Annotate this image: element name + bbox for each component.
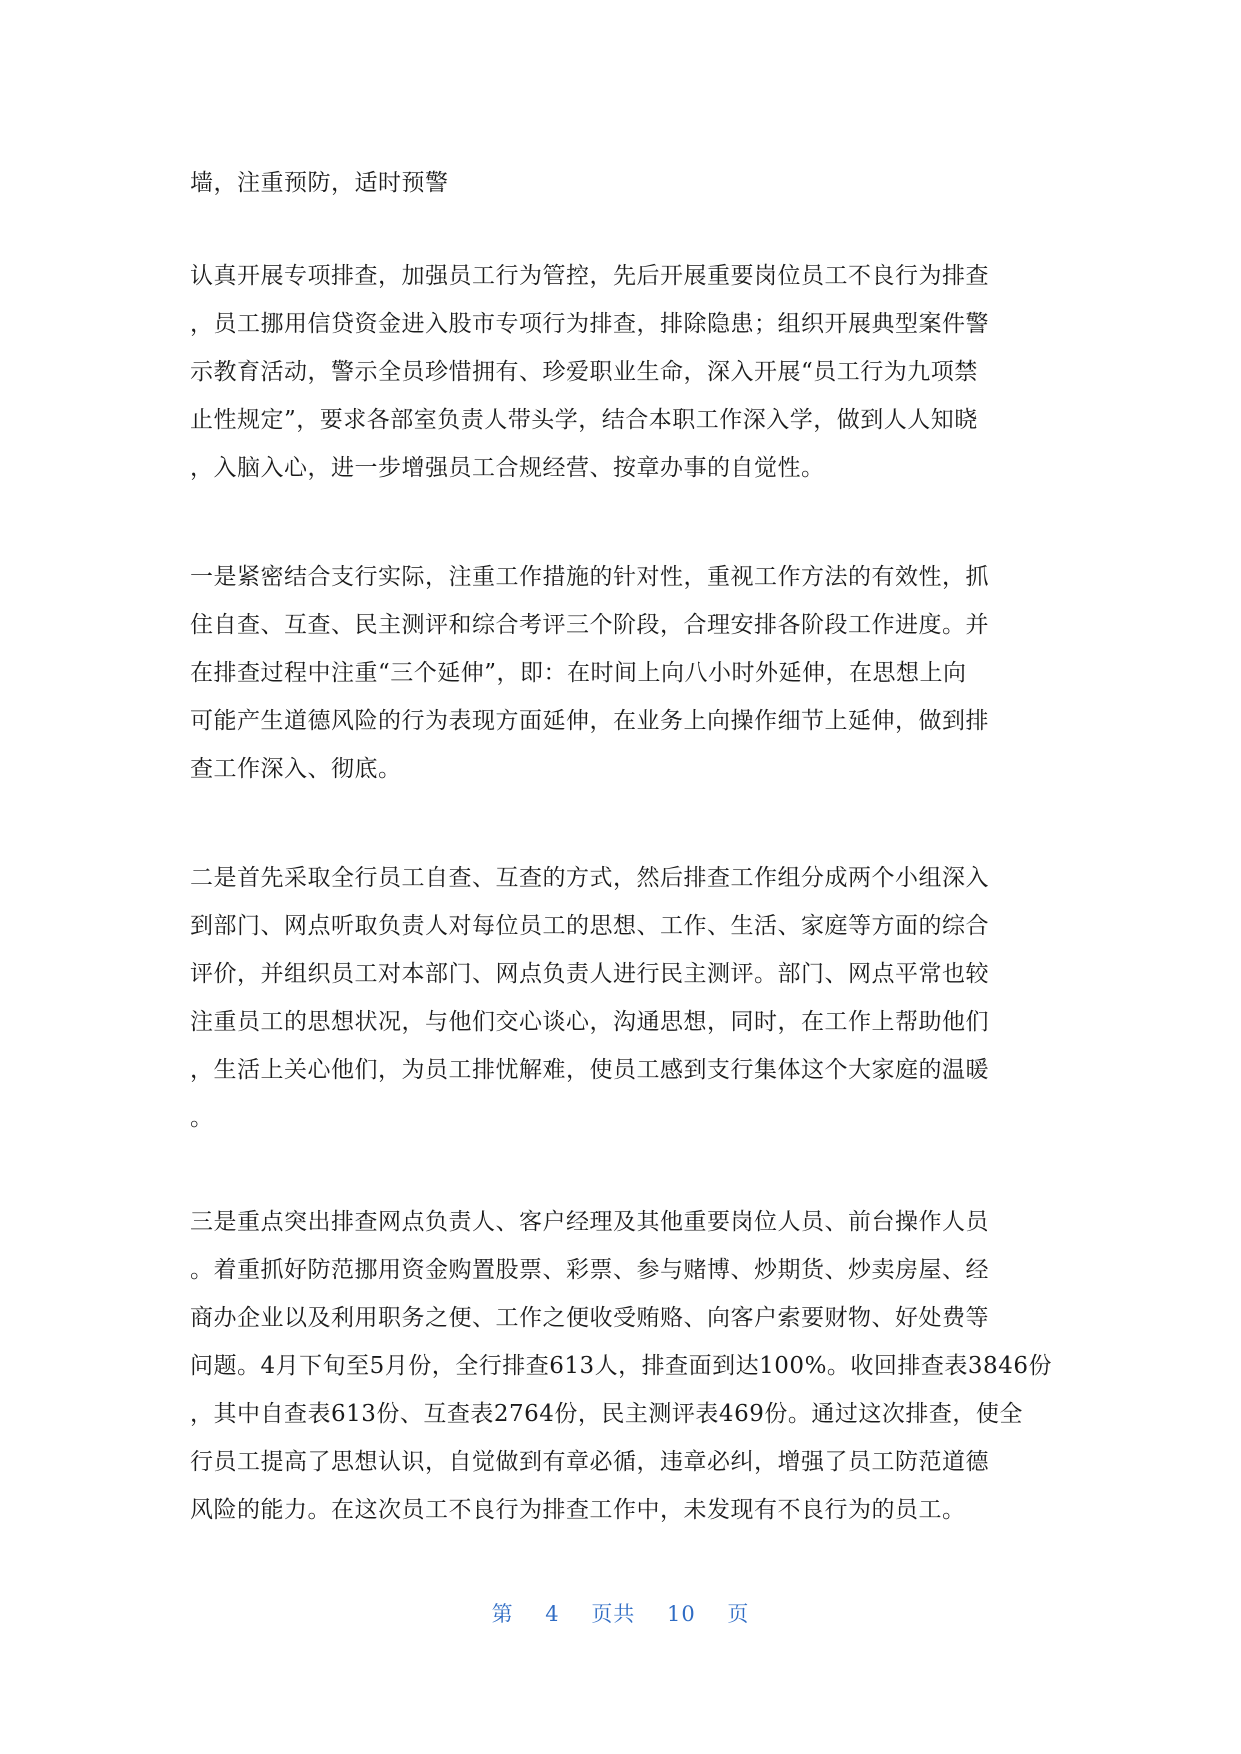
text-line: 评价，并组织员工对本部门、网点负责人进行民主测评。部门、网点平常也较 xyxy=(190,961,989,987)
text-line: 注重员工的思想状况，与他们交心谈心，沟通思想，同时，在工作上帮助他们 xyxy=(190,1009,989,1035)
text-line: 查工作深入、彻底。 xyxy=(190,756,402,782)
text-line: 。着重抓好防范挪用资金购置股票、彩票、参与赌博、炒期货、炒卖房屋、经 xyxy=(190,1257,989,1283)
text-line: 到部门、网点听取负责人对每位员工的思想、工作、生活、家庭等方面的综合 xyxy=(190,913,989,939)
footer-label-end: 页 xyxy=(727,1602,750,1626)
paragraph-3 xyxy=(190,854,1070,1142)
total-pages-number: 10 xyxy=(667,1602,696,1626)
text-line: ，生活上关心他们，为员工排忧解难，使员工感到支行集体这个大家庭的温暖 xyxy=(190,1057,989,1083)
text-line: 。 xyxy=(190,1105,214,1131)
text-line: 二是首先采取全行员工自查、互查的方式，然后排查工作组分成两个小组深入 xyxy=(190,865,989,891)
text-line: 风险的能力。在这次员工不良行为排查工作中，未发现有不良行为的员工。 xyxy=(190,1497,966,1523)
paragraph-1 xyxy=(190,252,1070,492)
text-line: 住自查、互查、民主测评和综合考评三个阶段，合理安排各阶段工作进度。并 xyxy=(190,612,989,638)
text-line: 可能产生道德风险的行为表现方面延伸，在业务上向操作细节上延伸，做到排 xyxy=(190,708,989,734)
text-line: 一是紧密结合支行实际，注重工作措施的针对性，重视工作方法的有效性，抓 xyxy=(190,564,989,590)
text-line: 认真开展专项排查，加强员工行为管控，先后开展重要岗位员工不良行为排查 xyxy=(190,263,989,289)
text-line: ，其中自查表613份、互查表2764份，民主测评表469份。通过这次排查，使全 xyxy=(190,1401,1023,1427)
text-line: ，员工挪用信贷资金进入股市专项行为排查，排除隐患；组织开展典型案件警 xyxy=(190,311,989,337)
text-line: 商办企业以及利用职务之便、工作之便收受贿赂、向客户索要财物、好处费等 xyxy=(190,1305,989,1331)
text-line: 三是重点突出排查网点负责人、客户经理及其他重要岗位人员、前台操作人员 xyxy=(190,1209,989,1235)
page-footer xyxy=(0,1598,1241,1628)
text-line: 墙，注重预防，适时预警 xyxy=(190,170,449,196)
footer-label-page: 第 xyxy=(491,1602,514,1626)
text-line: 行员工提高了思想认识，自觉做到有章必循，违章必纠，增强了员工防范道德 xyxy=(190,1449,989,1475)
text-line: ，入脑入心，进一步增强员工合规经营、按章办事的自觉性。 xyxy=(190,455,825,481)
footer-label-of: 页共 xyxy=(591,1602,636,1626)
heading-line xyxy=(190,159,1070,207)
current-page-number: 4 xyxy=(545,1602,560,1626)
paragraph-4 xyxy=(190,1198,1070,1534)
text-line: 止性规定”，要求各部室负责人带头学，结合本职工作深入学，做到人人知晓 xyxy=(190,407,978,433)
text-line: 示教育活动，警示全员珍惜拥有、珍爱职业生命，深入开展“员工行为九项禁 xyxy=(190,359,978,385)
paragraph-2 xyxy=(190,553,1070,793)
text-line: 问题。4月下旬至5月份，全行排查613人，排查面到达100%。收回排查表3846份 xyxy=(190,1353,1052,1379)
text-line: 在排查过程中注重“三个延伸”，即：在时间上向八小时外延伸，在思想上向 xyxy=(190,660,967,686)
